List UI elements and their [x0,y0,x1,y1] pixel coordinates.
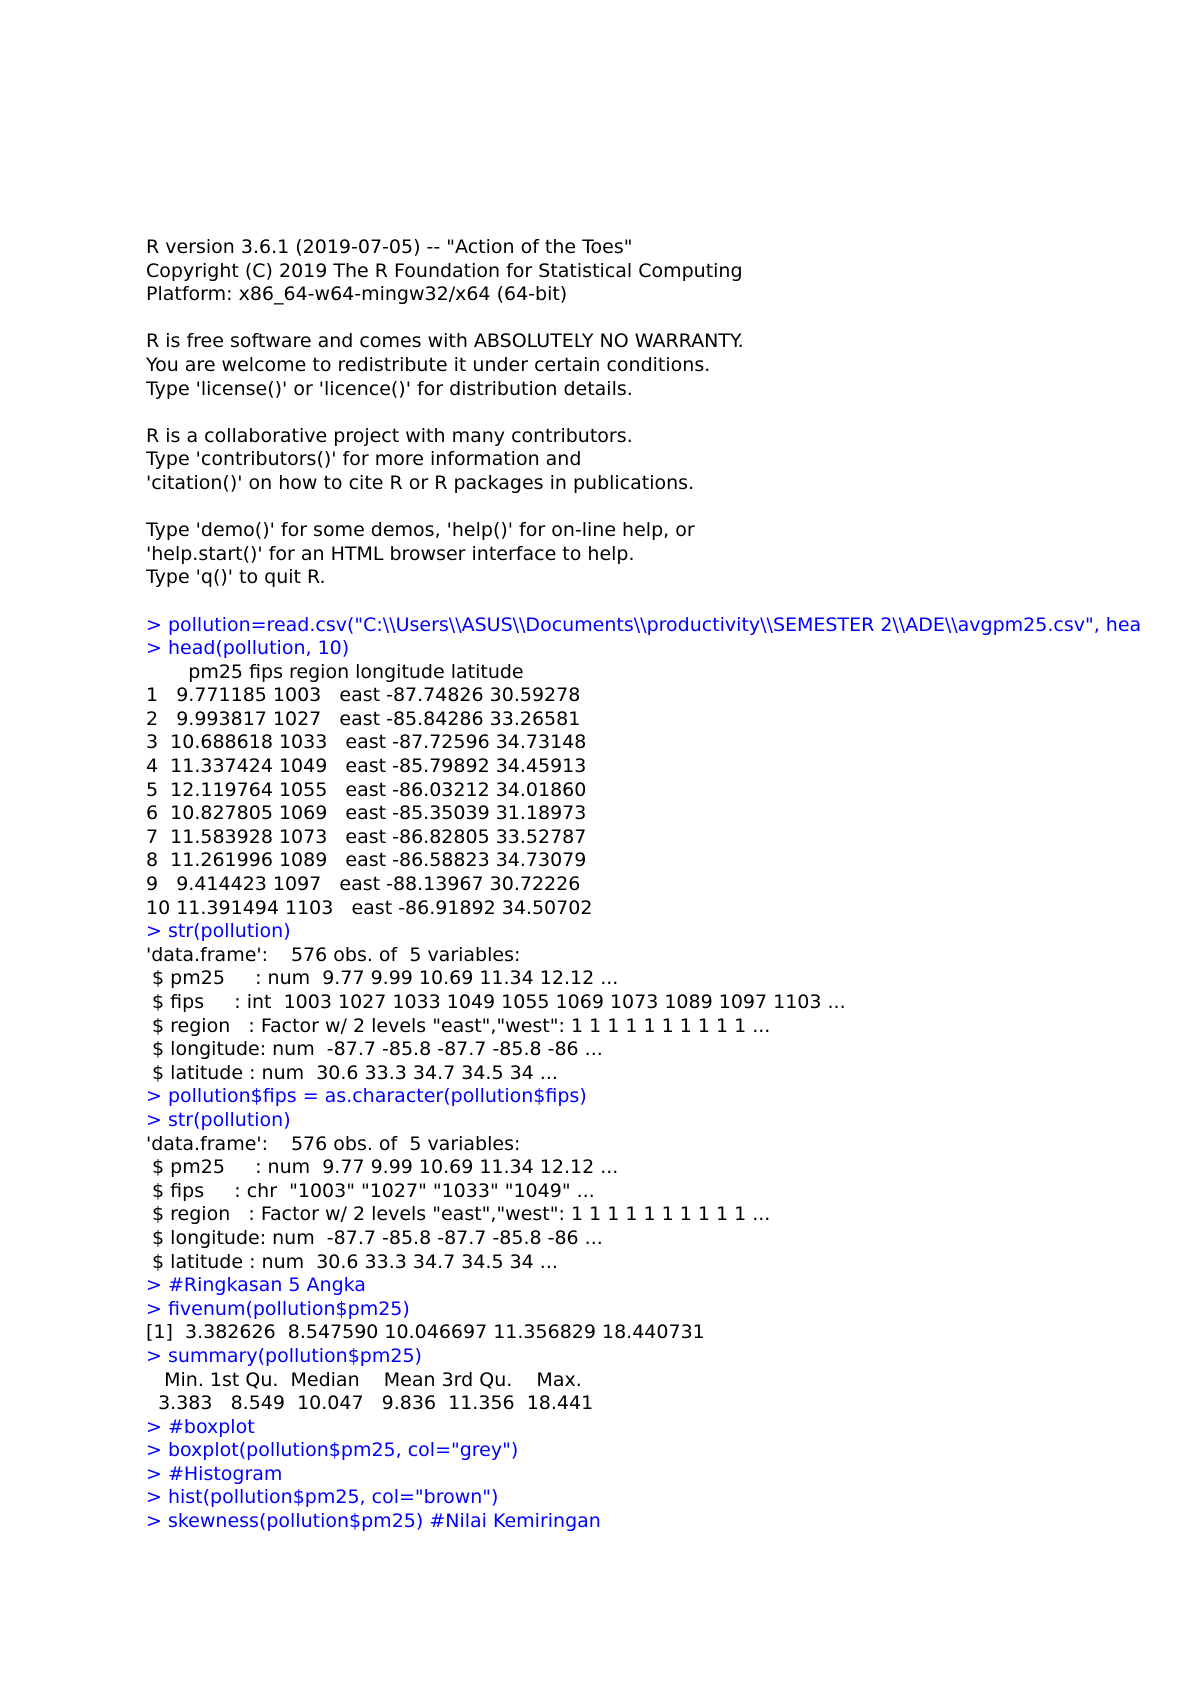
output-line: 5 12.119764 1055 east -86.03212 34.01860 [146,778,587,801]
output-line: Min. 1st Qu. Median Mean 3rd Qu. Max. [146,1368,588,1391]
output-line: 3 10.688618 1033 east -87.72596 34.73148 [146,731,587,754]
output-line: You are welcome to redistribute it under certain conditions. [146,353,711,376]
command-line: > str(pollution) [146,920,291,943]
output-line: R is free software and comes with ABSOLUTELY NO WARRANTY. [146,330,744,353]
output-line: $ latitude : num 30.6 33.3 34.7 34.5 34 ... [146,1061,558,1084]
output-line: Platform: x86_64-w64-mingw32/x64 (64-bit) [146,283,568,306]
command-line: > str(pollution) [146,1108,291,1131]
output-line: Type 'q()' to quit R. [146,566,326,589]
command-line: > #Histogram [146,1462,283,1485]
output-line: Type 'contributors()' for more information and [146,448,582,471]
command-line: > pollution=read.csv("C:\\Users\\ASUS\\Documents\\productivity\\SEMESTER 2\\ADE\\avgpm25.csv", hea [146,613,1142,636]
output-line: Type 'demo()' for some demos, 'help()' for on-line help, or [146,519,695,542]
output-line: 10 11.391494 1103 east -86.91892 34.50702 [146,896,593,919]
blank-line [146,401,1200,425]
output-line: $ fips : chr "1003" "1027" "1033" "1049" ... [146,1179,595,1202]
output-line: 3.383 8.549 10.047 9.836 11.356 18.441 [146,1392,600,1415]
output-line: 1 9.771185 1003 east -87.74826 30.59278 [146,684,581,707]
blank-line [146,307,1200,331]
command-line: > hist(pollution$pm25, col="brown") [146,1486,499,1509]
output-line: R version 3.6.1 (2019-07-05) -- "Action of the Toes" [146,236,633,258]
output-line: $ pm25 : num 9.77 9.99 10.69 11.34 12.12 ... [146,1156,619,1179]
output-line: $ region : Factor w/ 2 levels "east","west": 1 1 1 1 1 1 1 1 1 1 ... [146,1014,771,1037]
output-line: Type 'license()' or 'licence()' for distribution details. [146,377,633,400]
command-line: > skewness(pollution$pm25) #Nilai Kemiringan [146,1510,601,1533]
output-line: [1] 3.382626 8.547590 10.046697 11.356829 18.440731 [146,1321,705,1344]
command-line: > summary(pollution$pm25) [146,1344,422,1367]
command-line: > #Ringkasan 5 Angka [146,1274,366,1297]
output-line: 9 9.414423 1097 east -88.13967 30.72226 [146,873,581,896]
blank-line [146,590,1200,614]
output-line: 'data.frame': 576 obs. of 5 variables: [146,1132,521,1155]
output-line: 8 11.261996 1089 east -86.58823 34.73079 [146,849,587,872]
output-line: 6 10.827805 1069 east -85.35039 31.18973 [146,802,587,825]
output-line: 'data.frame': 576 obs. of 5 variables: [146,943,521,966]
blank-line [146,496,1200,520]
output-line: $ fips : int 1003 1027 1033 1049 1055 1069 1073 1089 1097 1103 ... [146,991,846,1013]
command-line: > pollution$fips = as.character(pollution$fips) [146,1085,587,1108]
output-line: $ region : Factor w/ 2 levels "east","west": 1 1 1 1 1 1 1 1 1 1 ... [146,1203,771,1226]
output-line: $ latitude : num 30.6 33.3 34.7 34.5 34 ... [146,1250,558,1273]
output-line: 2 9.993817 1027 east -85.84286 33.26581 [146,707,581,730]
output-line: 4 11.337424 1049 east -85.79892 34.45913 [146,755,587,778]
output-line: $ longitude: num -87.7 -85.8 -87.7 -85.8 -86 ... [146,1038,603,1061]
output-line: 'help.start()' for an HTML browser interface to help. [146,542,635,565]
command-line: > head(pollution, 10) [146,637,350,660]
output-line: Copyright (C) 2019 The R Foundation for Statistical Computing [146,259,743,282]
output-line: R is a collaborative project with many contributors. [146,424,633,447]
command-line: > fivenum(pollution$pm25) [146,1297,410,1320]
output-line: $ pm25 : num 9.77 9.99 10.69 11.34 12.12 ... [146,967,619,990]
output-line: 'citation()' on how to cite R or R packages in publications. [146,471,695,494]
command-line: > #boxplot [146,1415,255,1438]
output-line: 7 11.583928 1073 east -86.82805 33.52787 [146,825,587,848]
output-line: $ longitude: num -87.7 -85.8 -87.7 -85.8 -86 ... [146,1226,603,1249]
output-line: pm25 fips region longitude latitude [146,660,524,683]
command-line: > boxplot(pollution$pm25, col="grey") [146,1439,519,1462]
r-console-transcript [146,236,1200,1534]
